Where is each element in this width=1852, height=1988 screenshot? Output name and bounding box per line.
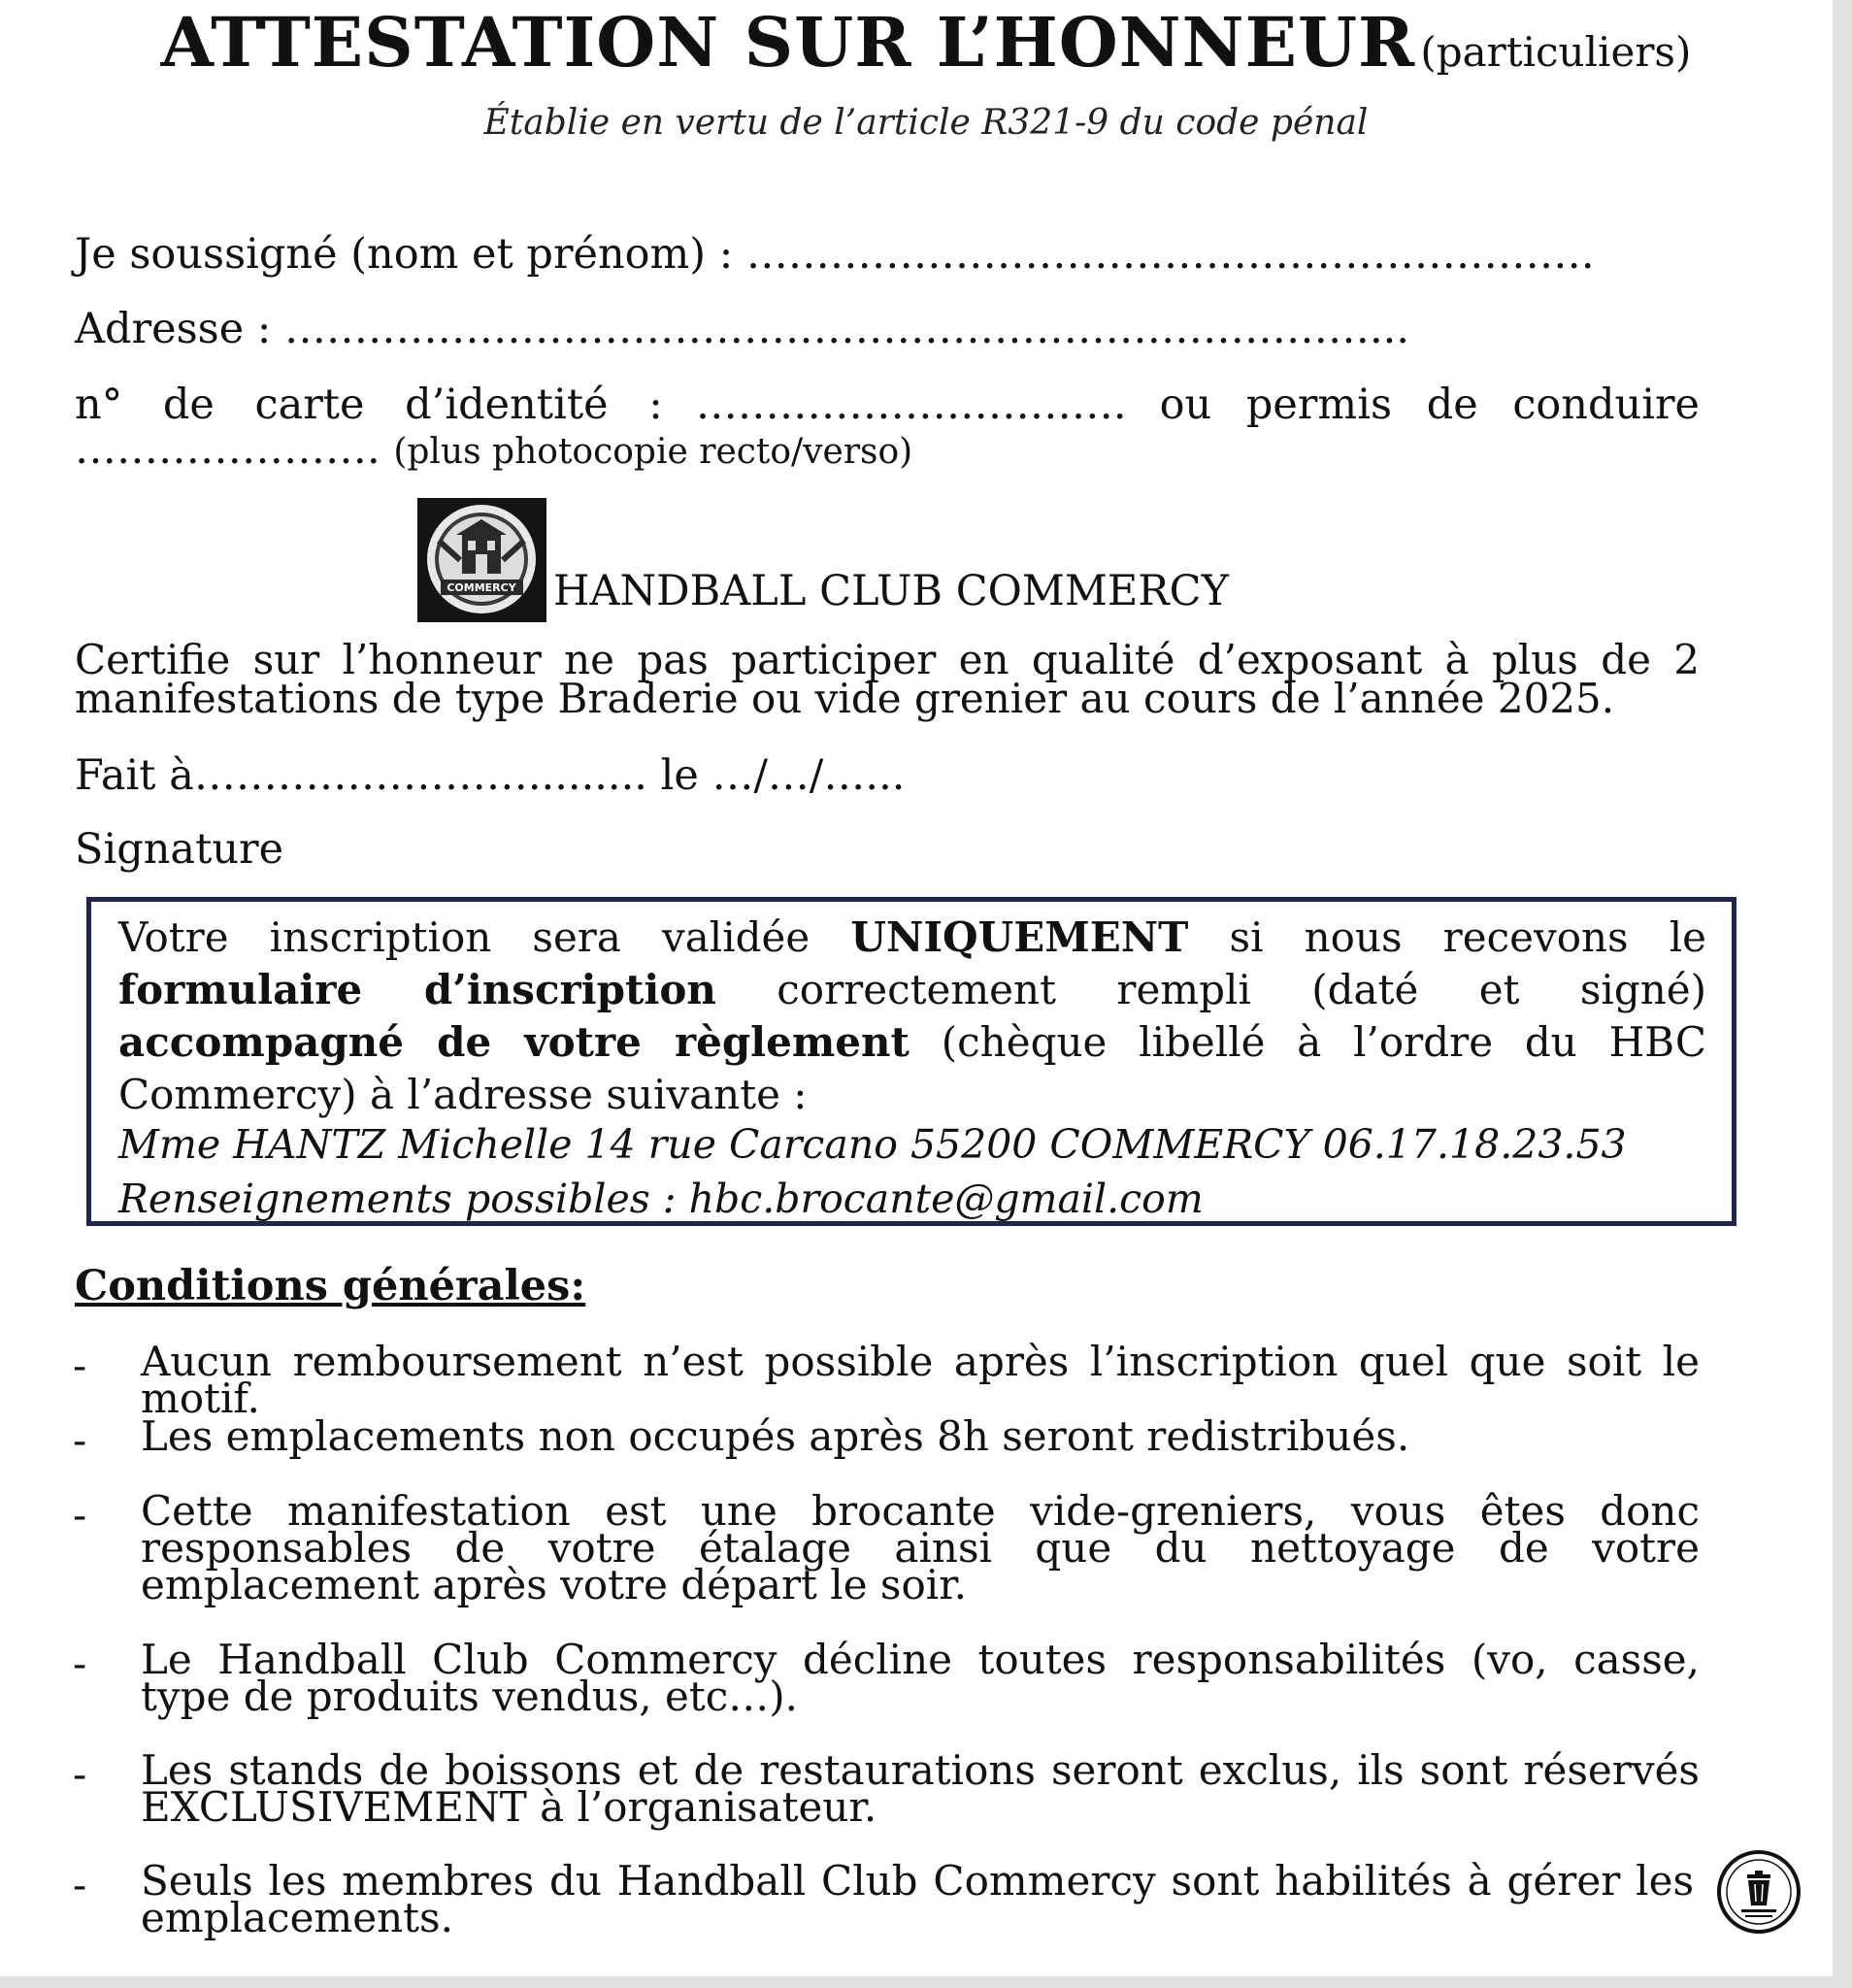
signature-label: Signature xyxy=(75,825,284,874)
license-field[interactable] xyxy=(75,425,912,474)
id-label: n° de carte d’identité : xyxy=(75,381,663,429)
name-field[interactable]: Je soussigné (nom et prénom) : ……………………………………………………. xyxy=(75,230,1595,279)
title-sub: (particuliers) xyxy=(1420,28,1692,76)
condition-item: Les stands de boissons et de restaurations seront exclus, ils sont réservés EXCLUSIVEMENT à l’organisateur. xyxy=(141,1746,1700,1831)
notice-contact xyxy=(118,1117,1627,1226)
notice-b2: formulaire d’inscription xyxy=(118,966,716,1013)
condition-item: Les emplacements non occupés après 8h seront redistribués. xyxy=(141,1412,1410,1460)
notice-email[interactable]: Renseignements possibles : hbc.brocante@gmail.com xyxy=(118,1176,1204,1222)
notice-p4: (chèque libellé à l’ordre du HBC Commercy) à l’adresse suivante : xyxy=(118,1018,1706,1118)
license-note: (plus photocopie recto/verso) xyxy=(393,432,913,472)
document-title xyxy=(0,2,1852,83)
notice-text xyxy=(118,911,1706,1121)
club-name: HANDBALL CLUB COMMERCY xyxy=(553,567,1229,615)
title-main: ATTESTATION SUR L’HONNEUR xyxy=(160,2,1416,83)
page-edge-right xyxy=(1833,0,1852,1988)
condition-item: Aucun remboursement n’est possible après l’inscription quel que soit le motif. xyxy=(141,1338,1700,1422)
condition-item: Seuls les membres du Handball Club Commercy sont habilités à gérer les emplacements. xyxy=(141,1857,1694,1941)
notice-b3: accompagné de votre règlement xyxy=(118,1018,909,1066)
list-bullet: - xyxy=(73,1342,87,1389)
list-bullet: - xyxy=(73,1416,87,1464)
list-bullet: - xyxy=(73,1640,87,1687)
logo-text: COMMERCY xyxy=(446,581,516,594)
license-dots: …………………. xyxy=(75,425,380,474)
list-bullet: - xyxy=(73,1861,87,1908)
id-card-field[interactable] xyxy=(75,381,1700,429)
list-bullet: - xyxy=(73,1491,87,1539)
certification-text: Certifie sur l’honneur ne pas participer en qualité d’exposant à plus de 2 manifestations de type Braderie ou vide grenier au cours de l’année 2025. xyxy=(75,636,1700,722)
notice-b1: UNIQUEMENT xyxy=(850,913,1189,961)
notice-p3: correctement rempli (daté et signé) xyxy=(715,966,1706,1013)
registration-notice-box xyxy=(86,897,1736,1226)
condition-item: Cette manifestation est une brocante vide-greniers, vous êtes donc responsables de votre étalage ainsi que du nettoyage de votre emplacement après votre départ le soir. xyxy=(141,1487,1700,1608)
address-field[interactable]: Adresse : ……………………………………………………………………... xyxy=(75,305,1409,353)
license-label: ou permis de conduire xyxy=(1159,381,1700,429)
trash-bin-icon xyxy=(1716,1849,1802,1935)
page-edge-bottom xyxy=(0,1976,1852,1988)
conditions-heading: Conditions générales: xyxy=(75,1262,586,1310)
notice-p2: si nous recevons le xyxy=(1188,913,1706,961)
handball-club-crest-icon xyxy=(417,498,546,622)
list-bullet: - xyxy=(73,1750,87,1798)
document-subtitle: Établie en vertu de l’article R321-9 du code pénal xyxy=(483,103,1369,143)
place-date-field[interactable]: Fait à……………………......... le …/…/…... xyxy=(75,751,906,800)
id-dots: …………………………. xyxy=(695,381,1127,429)
notice-address: Mme HANTZ Michelle 14 rue Carcano 55200 COMMERCY 06.17.18.23.53 xyxy=(118,1121,1627,1168)
notice-p1: Votre inscription sera validée xyxy=(118,913,851,961)
condition-item: Le Handball Club Commercy décline toutes responsabilités (vo, casse, type de produits vendus, etc…). xyxy=(141,1636,1700,1720)
